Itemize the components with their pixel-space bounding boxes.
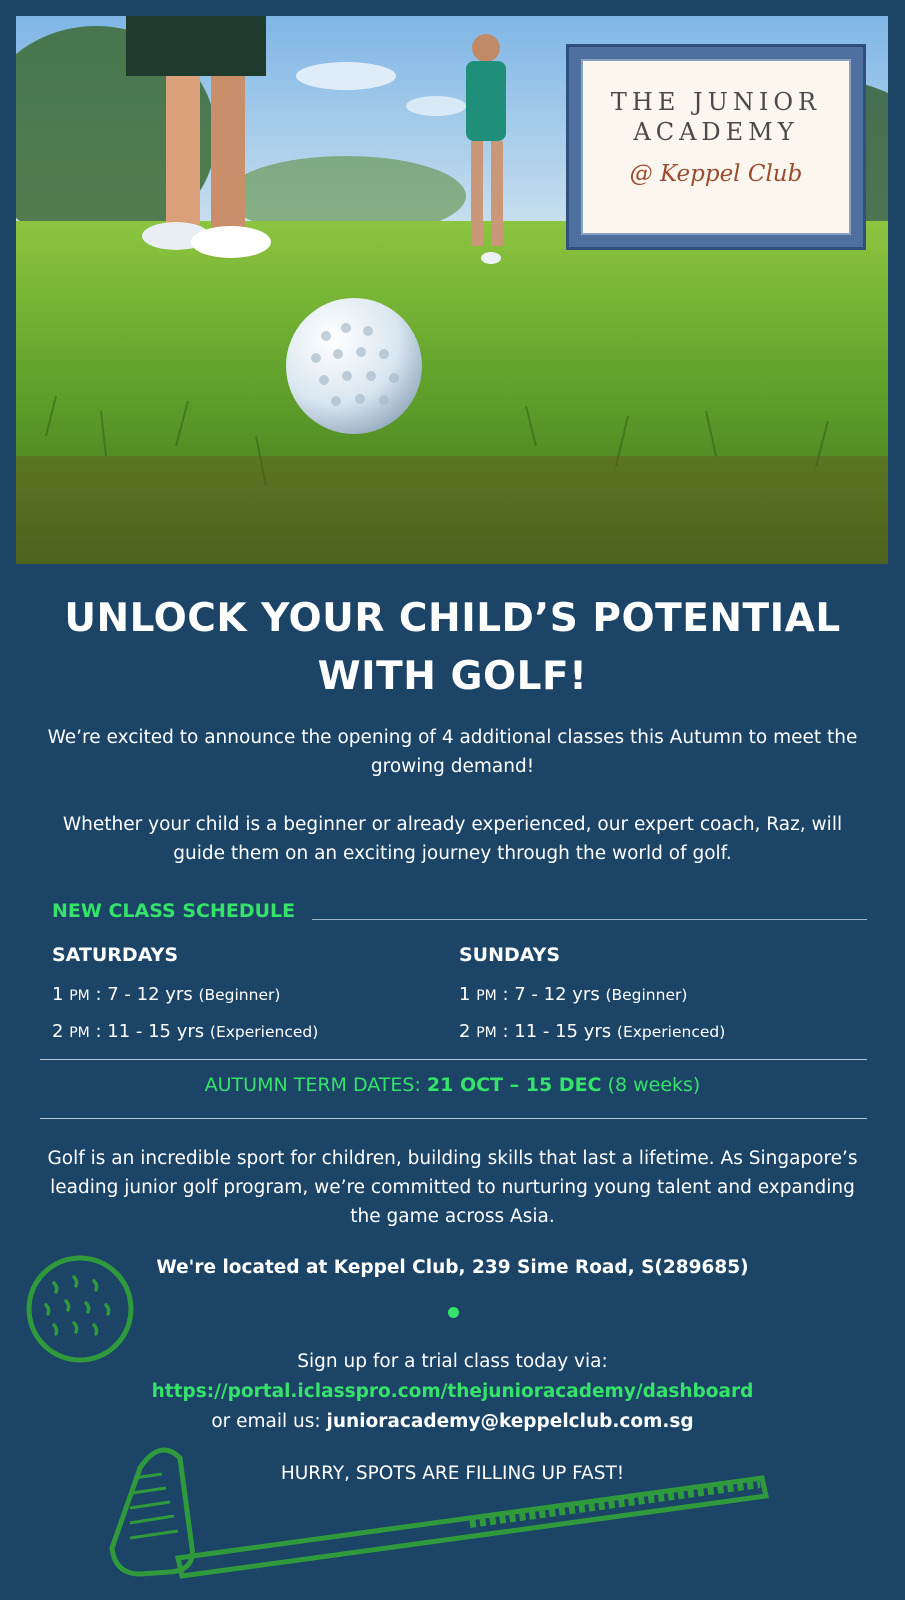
about-paragraph: Golf is an incredible sport for children, building skills that last a lifetime. As Singapore’s leading junior golf program, we’re committed to nurturing young talent and expanding the game across Asia. — [47, 1148, 858, 1227]
slot-pm: PM — [69, 1025, 90, 1041]
cta-text: HURRY, SPOTS ARE FILLING UP FAST! — [280, 1463, 625, 1484]
slot-level: (Experienced) — [616, 1023, 726, 1041]
schedule-row — [52, 1014, 432, 1051]
slot-separator: : — [95, 984, 108, 1005]
term-range: 21 OCT – 15 DEC — [426, 1074, 602, 1096]
signup-url-link[interactable]: https://portal.iclasspro.com/thejunioracademy/dashboard — [151, 1381, 754, 1402]
golf-ball-icon — [24, 1253, 136, 1365]
schedule-title: NEW CLASS SCHEDULE — [52, 900, 296, 922]
slot-ages: 7 - 12 yrs — [107, 984, 193, 1005]
academy-logo — [566, 44, 866, 250]
slot-pm: PM — [476, 1025, 497, 1041]
headline — [30, 590, 875, 706]
logo-line-2: ACADEMY — [633, 118, 799, 146]
slot-hour: 2 — [52, 1021, 64, 1042]
slot-separator: : — [502, 1021, 515, 1042]
bullet-dot-icon — [448, 1307, 459, 1318]
divider-top — [40, 1059, 867, 1060]
email-link[interactable]: junioracademy@keppelclub.com.sg — [326, 1411, 694, 1432]
hero-image — [16, 16, 888, 564]
slot-hour: 1 — [52, 984, 64, 1005]
email-prefix: or email us: — [211, 1411, 321, 1432]
schedule-column-sunday — [459, 944, 839, 1051]
slot-level: (Beginner) — [605, 986, 688, 1004]
slot-separator: : — [502, 984, 515, 1005]
slot-ages: 11 - 15 yrs — [107, 1021, 205, 1042]
email-line — [40, 1407, 865, 1437]
schedule-column-saturday — [52, 944, 432, 1051]
schedule-row — [459, 977, 839, 1014]
day-heading: SUNDAYS — [459, 944, 561, 966]
term-weeks: (8 weeks) — [607, 1074, 701, 1096]
schedule-divider — [312, 919, 867, 920]
logo-script: @ Keppel Club — [629, 161, 803, 187]
slot-separator: : — [95, 1021, 108, 1042]
slot-pm: PM — [476, 988, 497, 1004]
slot-hour: 2 — [459, 1021, 471, 1042]
location-text: We're located at Keppel Club, 239 Sime Road, S(289685) — [156, 1257, 749, 1278]
schedule-row — [52, 977, 432, 1014]
signup-line: Sign up for a trial class today via: — [297, 1351, 608, 1372]
schedule-row — [459, 1014, 839, 1051]
intro-paragraph-1: We’re excited to announce the opening of 4 additional classes this Autumn to meet the growing demand! — [47, 727, 858, 777]
slot-level: (Beginner) — [198, 986, 281, 1004]
signup-block — [40, 1347, 865, 1437]
slot-hour: 1 — [459, 984, 471, 1005]
day-heading: SATURDAYS — [52, 944, 179, 966]
golf-club-icon — [100, 1438, 790, 1588]
term-label: AUTUMN TERM DATES: — [204, 1074, 421, 1096]
intro-paragraph-2: Whether your child is a beginner or already experienced, our expert coach, Raz, will guide them on an exciting journey through the world of golf. — [62, 814, 843, 864]
term-dates — [40, 1074, 865, 1096]
slot-pm: PM — [69, 988, 90, 1004]
slot-ages: 11 - 15 yrs — [514, 1021, 612, 1042]
slot-ages: 7 - 12 yrs — [514, 984, 600, 1005]
headline-line-2: WITH GOLF! — [317, 654, 588, 699]
divider-bottom — [40, 1118, 867, 1119]
headline-line-1: UNLOCK YOUR CHILD’S POTENTIAL — [64, 596, 841, 641]
logo-line-1: THE JUNIOR — [610, 88, 822, 116]
slot-level: (Experienced) — [209, 1023, 319, 1041]
